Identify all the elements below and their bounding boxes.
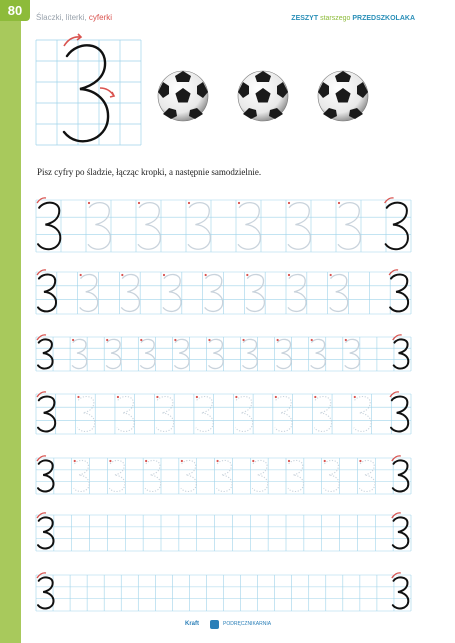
trace-digit-3[interactable] [106,339,121,368]
trace-digit-3[interactable] [217,460,232,491]
trace-digit-3[interactable] [117,397,134,432]
page-number: 80 [0,0,30,21]
practice-row[interactable] [36,198,411,252]
trace-digit-3[interactable] [235,397,252,432]
model-digit-3 [38,275,56,312]
trace-digit-3[interactable] [243,339,258,368]
trace-digit-3[interactable] [121,275,139,312]
model-digit-3 [38,517,54,548]
trace-digit-3[interactable] [354,397,371,432]
model-digit-3 [38,339,53,368]
football-icon [238,71,288,121]
big-digit-3 [64,34,114,141]
trace-digit-3[interactable] [277,339,292,368]
model-digit-3 [38,577,54,608]
section-title-accent: cyferki [88,13,113,22]
footer-publisher: PODRĘCZNIKARNIA [223,621,272,627]
trace-digit-3[interactable] [252,460,267,491]
practice-row[interactable] [36,335,411,371]
model-digit-3 [390,275,408,312]
practice-row[interactable] [36,513,411,551]
trace-digit-3[interactable] [145,460,161,491]
publisher-logo-icon [210,620,219,629]
practice-row[interactable] [36,573,411,611]
trace-digit-3[interactable] [138,203,160,250]
trace-digit-3[interactable] [196,397,213,432]
model-digit-3 [393,577,409,608]
trace-digit-3[interactable] [330,275,348,312]
section-title-main: Ślaczki, literki, [36,13,89,22]
trace-digit-3[interactable] [181,460,196,491]
trace-digit-3[interactable] [275,397,292,432]
trace-digit-3[interactable] [74,460,90,491]
trace-digit-3[interactable] [140,339,155,368]
series-title-3: PRZEDSZKOLAKA [350,15,415,22]
footer-logo: Kraft [185,621,200,627]
trace-digit-3[interactable] [205,275,223,312]
series-title-1: ZESZYT [291,15,321,22]
trace-digit-3[interactable] [80,275,98,312]
practice-row[interactable] [36,392,411,434]
trace-digit-3[interactable] [288,460,304,491]
practice-row[interactable] [36,270,411,314]
trace-digit-3[interactable] [88,203,110,250]
model-digit-3 [393,460,409,491]
trace-digit-3[interactable] [338,203,360,250]
practice-row[interactable] [36,456,411,494]
trace-digit-3[interactable] [359,460,375,491]
trace-digit-3[interactable] [109,460,125,491]
model-digit-3 [394,339,409,368]
model-digit-3 [393,517,409,548]
trace-digit-3[interactable] [156,397,173,432]
model-digit-3 [38,203,60,250]
trace-digit-3[interactable] [163,275,181,312]
trace-digit-3[interactable] [188,203,210,250]
trace-digit-3[interactable] [246,275,264,312]
trace-digit-3[interactable] [238,203,260,250]
trace-digit-3[interactable] [72,339,87,368]
big-digit-grid [36,40,141,145]
trace-digit-3[interactable] [288,203,310,250]
model-digit-3 [391,397,408,432]
trace-digit-3[interactable] [288,275,306,312]
trace-digit-3[interactable] [174,339,189,368]
trace-digit-3[interactable] [209,339,224,368]
trace-digit-3[interactable] [78,397,95,432]
model-digit-3 [38,397,55,432]
trace-digit-3[interactable] [345,339,360,368]
football-icon [318,71,368,121]
practice-rows [36,198,411,611]
model-digit-3 [38,460,54,491]
trace-digit-3[interactable] [324,460,340,491]
trace-digit-3[interactable] [311,339,326,368]
football-icon [158,71,208,121]
trace-digit-3[interactable] [314,397,331,432]
instruction-text: Pisz cyfry po śladzie, łącząc kropki, a następnie samodzielnie. [37,167,262,177]
model-digit-3 [386,203,408,250]
series-title-2: starszego [320,15,351,22]
